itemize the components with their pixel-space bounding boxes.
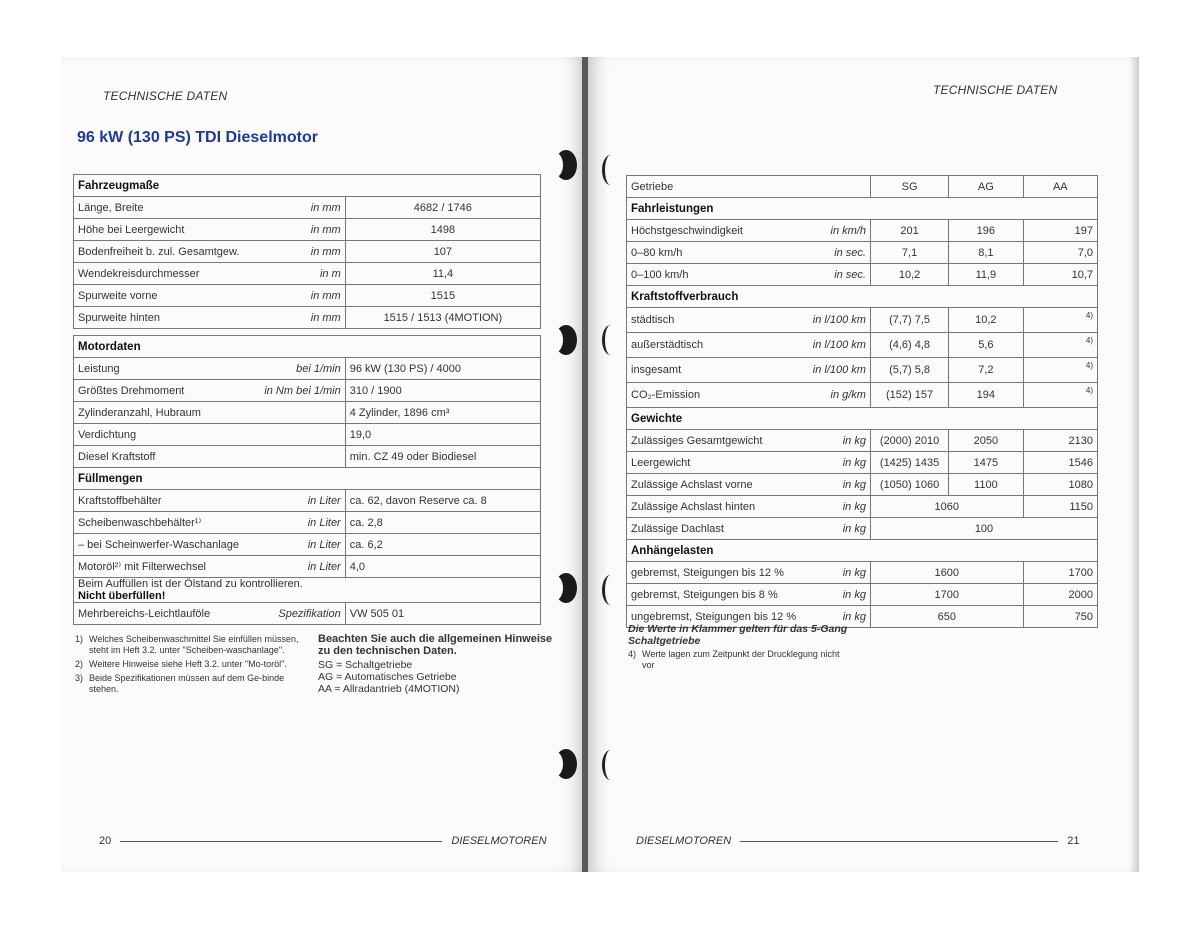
value-ag: 2050 xyxy=(949,430,1023,452)
value-aa: 1150 xyxy=(1023,496,1097,518)
row-value: 1515 xyxy=(345,285,540,307)
table-row xyxy=(627,452,1098,474)
row-label: Verdichtung xyxy=(74,424,250,446)
table-row xyxy=(74,241,541,263)
footer-rule xyxy=(120,841,442,842)
manual-spread xyxy=(61,57,1139,872)
general-notice: Beachten Sie auch die allgemeinen Hinweise zu den technischen Daten. xyxy=(318,633,553,657)
row-label: 0–80 km/h xyxy=(627,242,801,264)
row-unit: in mm xyxy=(249,219,345,241)
row-label: Bodenfreiheit b. zul. Gesamtgew. xyxy=(74,241,250,263)
row-label: Scheibenwaschbehälter¹⁾ xyxy=(74,512,250,534)
table-row xyxy=(627,333,1098,358)
row-value: 4682 / 1746 xyxy=(345,197,540,219)
col-head-getriebe: Getriebe xyxy=(627,176,871,198)
punch-hole xyxy=(602,750,619,780)
row-unit xyxy=(249,402,345,424)
row-label: Zulässige Achslast hinten xyxy=(627,496,801,518)
value-aa: 2130 xyxy=(1023,430,1097,452)
row-unit: Spezifikation xyxy=(249,603,345,625)
table-header-row xyxy=(627,176,1098,198)
punch-hole xyxy=(555,150,577,180)
section-heading: Fahrzeugmaße xyxy=(74,175,541,197)
col-head-aa: AA xyxy=(1023,176,1097,198)
punch-hole xyxy=(555,749,577,779)
row-label: gebremst, Steigungen bis 12 % xyxy=(627,562,801,584)
table-row xyxy=(74,424,541,446)
value-ag: 8,1 xyxy=(949,242,1023,264)
footnote-2: 2) Weitere Hinweise siehe Heft 3.2. unter "Mo-toröl". xyxy=(75,659,287,669)
row-unit: in kg xyxy=(800,606,870,628)
punch-hole xyxy=(555,573,577,603)
punch-hole xyxy=(602,575,619,605)
right-header: TECHNISCHE DATEN xyxy=(933,83,1058,97)
section-gap xyxy=(74,329,541,336)
bracket-note: Die Werte in Klammer gelten für das 5-Gang Schaltgetriebe xyxy=(628,623,848,647)
col-head-sg: SG xyxy=(870,176,948,198)
row-label: städtisch xyxy=(627,308,801,333)
row-label: Höhe bei Leergewicht xyxy=(74,219,250,241)
legend-aa: AA = Allradantrieb (4MOTION) xyxy=(318,683,460,695)
table-row xyxy=(74,358,541,380)
value-ag: 7,2 xyxy=(949,358,1023,383)
section-heading: Anhängelasten xyxy=(627,540,1098,562)
row-unit: in mm xyxy=(249,285,345,307)
page-number: 20 xyxy=(99,835,112,847)
row-unit: in kg xyxy=(800,584,870,606)
row-label: CO₂-Emission xyxy=(627,383,801,408)
row-label: Zulässige Dachlast xyxy=(627,518,801,540)
row-value: 11,4 xyxy=(345,263,540,285)
table-row xyxy=(74,219,541,241)
row-label: insgesamt xyxy=(627,358,801,383)
section-row xyxy=(627,198,1098,220)
row-value: VW 505 01 xyxy=(345,603,540,625)
table-row xyxy=(627,308,1098,333)
value-all: 100 xyxy=(870,518,1097,540)
gap-cell xyxy=(74,329,541,336)
value-aa: 7,0 xyxy=(1023,242,1097,264)
value-ag: 1475 xyxy=(949,452,1023,474)
value-ag: 5,6 xyxy=(949,333,1023,358)
table-row xyxy=(74,307,541,329)
row-unit: in kg xyxy=(800,496,870,518)
table-row xyxy=(74,380,541,402)
table-row xyxy=(627,430,1098,452)
row-value: 107 xyxy=(345,241,540,263)
row-unit: in mm xyxy=(249,307,345,329)
row-value: ca. 62, davon Reserve ca. 8 xyxy=(345,490,540,512)
row-value: 310 / 1900 xyxy=(345,380,540,402)
footnote-4: 4) Werte lagen zum Zeitpunkt der Drucklegung nicht vor xyxy=(628,649,840,670)
value-aa: 197 xyxy=(1023,220,1097,242)
right-footer xyxy=(636,835,1080,847)
table-row xyxy=(627,264,1098,286)
value-sg: (1425) 1435 xyxy=(870,452,948,474)
row-value: min. CZ 49 oder Biodiesel xyxy=(345,446,540,468)
row-value: ca. 6,2 xyxy=(345,534,540,556)
row-label: 0–100 km/h xyxy=(627,264,801,286)
row-label: Spurweite vorne xyxy=(74,285,250,307)
page-number: 21 xyxy=(1067,835,1080,847)
row-label: Zylinderanzahl, Hubraum xyxy=(74,402,250,424)
section-heading: Kraftstoffverbrauch xyxy=(627,286,1098,308)
table-row xyxy=(74,263,541,285)
row-value: 19,0 xyxy=(345,424,540,446)
value-ag: 10,2 xyxy=(949,308,1023,333)
value-aa: 750 xyxy=(1023,606,1097,628)
row-label: Leistung xyxy=(74,358,250,380)
row-unit: in Nm bei 1/min xyxy=(249,380,345,402)
table-row xyxy=(627,584,1098,606)
table-row xyxy=(627,474,1098,496)
value-ag: 194 xyxy=(949,383,1023,408)
table-row xyxy=(74,285,541,307)
row-label: gebremst, Steigungen bis 8 % xyxy=(627,584,801,606)
value-sg: 7,1 xyxy=(870,242,948,264)
table-row xyxy=(74,402,541,424)
value-sg-ag: 1600 xyxy=(870,562,1023,584)
row-value: 1498 xyxy=(345,219,540,241)
row-unit: in sec. xyxy=(800,264,870,286)
row-unit xyxy=(249,424,345,446)
section-row xyxy=(74,468,541,490)
row-unit: in m xyxy=(249,263,345,285)
value-aa: 1700 xyxy=(1023,562,1097,584)
section-heading: Fahrleistungen xyxy=(627,198,1098,220)
row-label: Wendekreisdurchmesser xyxy=(74,263,250,285)
value-aa: 4) xyxy=(1023,333,1097,358)
legend-sg: SG = Schaltgetriebe xyxy=(318,659,413,671)
value-sg-ag: 650 xyxy=(870,606,1023,628)
row-unit: in kg xyxy=(800,452,870,474)
oil-note-cell xyxy=(74,578,541,603)
section-row xyxy=(627,540,1098,562)
section-row xyxy=(74,175,541,197)
footnote-3: 3) Beide Spezifikationen müssen auf dem Ge-binde stehen. xyxy=(75,673,285,694)
row-unit: in Liter xyxy=(249,556,345,578)
row-unit: in Liter xyxy=(249,490,345,512)
row-label: Diesel Kraftstoff xyxy=(74,446,250,468)
footer-rule xyxy=(740,841,1058,842)
row-label: ungebremst, Steigungen bis 12 % xyxy=(627,606,801,628)
row-unit: in sec. xyxy=(800,242,870,264)
table-row xyxy=(627,242,1098,264)
footer-section: DIESELMOTOREN xyxy=(451,835,547,847)
row-label: außerstädtisch xyxy=(627,333,801,358)
row-unit: in Liter xyxy=(249,534,345,556)
row-label: Größtes Drehmoment xyxy=(74,380,250,402)
row-label: Höchstgeschwindigkeit xyxy=(627,220,801,242)
right-page xyxy=(588,57,1139,872)
punch-hole xyxy=(602,155,619,185)
footnote-1: 1) Welches Scheibenwaschmittel Sie einfüllen müssen, steht im Heft 3.2. unter "Scheiben-waschanlage". xyxy=(75,634,299,655)
general-notice-block xyxy=(318,633,558,695)
table-row xyxy=(627,383,1098,408)
row-unit: in mm xyxy=(249,197,345,219)
table-row xyxy=(627,518,1098,540)
value-ag: 1100 xyxy=(949,474,1023,496)
value-aa: 2000 xyxy=(1023,584,1097,606)
value-aa: 10,7 xyxy=(1023,264,1097,286)
section-heading: Gewichte xyxy=(627,408,1098,430)
table-row xyxy=(627,358,1098,383)
row-unit: in kg xyxy=(800,562,870,584)
table-row xyxy=(627,562,1098,584)
oil-note: Beim Auffüllen ist der Ölstand zu kontrollieren. xyxy=(78,578,303,590)
value-sg: (1050) 1060 xyxy=(870,474,948,496)
row-label: Leergewicht xyxy=(627,452,801,474)
row-label: Länge, Breite xyxy=(74,197,250,219)
value-sg: 10,2 xyxy=(870,264,948,286)
left-spec-table xyxy=(73,174,541,625)
table-row xyxy=(627,496,1098,518)
left-header: TECHNISCHE DATEN xyxy=(103,89,228,103)
row-unit: bei 1/min xyxy=(249,358,345,380)
row-value: 4 Zylinder, 1896 cm³ xyxy=(345,402,540,424)
row-unit xyxy=(249,446,345,468)
row-value: ca. 2,8 xyxy=(345,512,540,534)
row-unit: in km/h xyxy=(800,220,870,242)
row-unit: in kg xyxy=(800,474,870,496)
value-sg-ag: 1700 xyxy=(870,584,1023,606)
row-unit: in l/100 km xyxy=(800,308,870,333)
value-sg: (152) 157 xyxy=(870,383,948,408)
punch-hole xyxy=(602,325,619,355)
value-aa: 1546 xyxy=(1023,452,1097,474)
value-aa: 4) xyxy=(1023,383,1097,408)
table-row xyxy=(74,512,541,534)
row-value: 1515 / 1513 (4MOTION) xyxy=(345,307,540,329)
value-sg: (2000) 2010 xyxy=(870,430,948,452)
section-row xyxy=(627,408,1098,430)
footer-section: DIESELMOTOREN xyxy=(636,835,732,847)
value-ag: 11,9 xyxy=(949,264,1023,286)
value-sg-ag: 1060 xyxy=(870,496,1023,518)
row-label: Zulässige Achslast vorne xyxy=(627,474,801,496)
value-sg: (4,6) 4,8 xyxy=(870,333,948,358)
table-row xyxy=(74,490,541,512)
row-label: Mehrbereichs-Leichtlauföle xyxy=(74,603,250,625)
row-label: Kraftstoffbehälter xyxy=(74,490,250,512)
right-notes xyxy=(628,623,888,671)
table-row xyxy=(74,603,541,625)
oil-warning: Nicht überfüllen! xyxy=(78,590,166,602)
row-unit: in kg xyxy=(800,430,870,452)
table-row xyxy=(74,446,541,468)
row-label: – bei Scheinwerfer-Waschanlage xyxy=(74,534,250,556)
page-title: 96 kW (130 PS) TDI Dieselmotor xyxy=(77,129,318,146)
value-aa: 4) xyxy=(1023,358,1097,383)
page-edge xyxy=(1129,57,1139,872)
row-value: 96 kW (130 PS) / 4000 xyxy=(345,358,540,380)
row-label: Motoröl²⁾ mit Filterwechsel xyxy=(74,556,250,578)
left-page xyxy=(61,57,584,872)
col-head-ag: AG xyxy=(949,176,1023,198)
table-row xyxy=(74,197,541,219)
value-aa: 4) xyxy=(1023,308,1097,333)
row-unit: in mm xyxy=(249,241,345,263)
value-sg: (7,7) 7,5 xyxy=(870,308,948,333)
value-sg: (5,7) 5,8 xyxy=(870,358,948,383)
left-footer xyxy=(99,835,547,847)
section-heading: Motordaten xyxy=(74,336,541,358)
value-sg: 201 xyxy=(870,220,948,242)
table-row xyxy=(74,534,541,556)
section-heading: Füllmengen xyxy=(74,468,541,490)
value-ag: 196 xyxy=(949,220,1023,242)
value-aa: 1080 xyxy=(1023,474,1097,496)
table-row xyxy=(627,220,1098,242)
row-value: 4,0 xyxy=(345,556,540,578)
oil-note-row xyxy=(74,578,541,603)
row-unit: in l/100 km xyxy=(800,333,870,358)
row-unit: in l/100 km xyxy=(800,358,870,383)
section-row xyxy=(74,336,541,358)
right-spec-table xyxy=(626,175,1098,628)
row-unit: in g/km xyxy=(800,383,870,408)
row-label: Spurweite hinten xyxy=(74,307,250,329)
left-footnotes xyxy=(75,634,311,695)
section-row xyxy=(627,286,1098,308)
punch-hole xyxy=(555,325,577,355)
row-label: Zulässiges Gesamtgewicht xyxy=(627,430,801,452)
legend-ag: AG = Automatisches Getriebe xyxy=(318,671,457,683)
row-unit: in Liter xyxy=(249,512,345,534)
row-unit: in kg xyxy=(800,518,870,540)
table-row xyxy=(74,556,541,578)
